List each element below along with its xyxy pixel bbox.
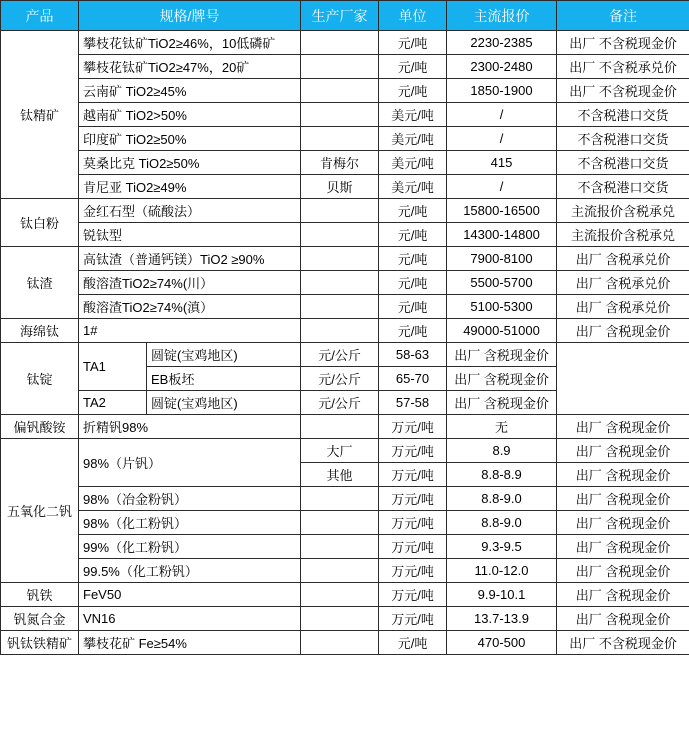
cell-product: 五氧化二钒 [1,439,79,583]
cell-unit: 元/吨 [379,55,447,79]
table-row [1,127,689,151]
cell-product: 钒铁 [1,583,79,607]
cell-price: 无 [447,415,557,439]
cell-product: 钛渣 [1,247,79,319]
cell-unit: 元/吨 [379,199,447,223]
table-row [1,583,689,607]
cell-price: 13.7-13.9 [447,607,557,631]
cell-unit: 元/吨 [379,295,447,319]
table-row [1,223,689,247]
cell-unit: 美元/吨 [379,151,447,175]
cell-manufacturer: 大厂 [301,439,379,463]
cell-unit: 元/吨 [379,31,447,55]
cell-remark: 不含税港口交货 [557,103,689,127]
cell-price: 9.9-10.1 [447,583,557,607]
cell-price: / [447,127,557,151]
cell-manufacturer [301,295,379,319]
cell-product: 钒钛铁精矿 [1,631,79,655]
cell-spec: 莫桑比克 TiO2≥50% [79,151,301,175]
cell-price: 415 [447,151,557,175]
cell-spec: 1# [79,319,301,343]
table-row [1,175,689,199]
cell-unit: 万元/吨 [379,463,447,487]
cell-remark: 出厂 不含税现金价 [557,79,689,103]
cell-product: 偏钒酸铵 [1,415,79,439]
cell-remark: 出厂 含税现金价 [557,439,689,463]
cell-remark: 出厂 含税现金价 [447,343,557,367]
table-row [1,247,689,271]
cell-remark: 出厂 含税承兑价 [557,271,689,295]
cell-unit: 元/吨 [379,271,447,295]
cell-remark: 出厂 含税现金价 [447,367,557,391]
column-header-price: 主流报价 [447,1,557,31]
cell-manufacturer [301,583,379,607]
cell-manufacturer [301,511,379,535]
table-row [1,295,689,319]
cell-unit: 元/公斤 [301,367,379,391]
cell-spec: 锐钛型 [79,223,301,247]
cell-remark: 出厂 含税现金价 [447,391,557,415]
cell-remark: 出厂 含税现金价 [557,415,689,439]
cell-unit: 万元/吨 [379,415,447,439]
cell-product: 钒氮合金 [1,607,79,631]
cell-unit: 万元/吨 [379,487,447,511]
cell-remark: 出厂 含税现金价 [557,487,689,511]
table-row [1,79,689,103]
cell-price: / [447,103,557,127]
cell-price: / [447,175,557,199]
cell-manufacturer [301,79,379,103]
cell-price: 8.9 [447,439,557,463]
column-header-remark: 备注 [557,1,689,31]
cell-manufacturer [301,607,379,631]
cell-unit: 元/吨 [379,319,447,343]
cell-remark: 不含税港口交货 [557,175,689,199]
cell-spec: 攀枝花钛矿TiO2≥46%，10低磷矿 [79,31,301,55]
cell-price: 8.8-8.9 [447,463,557,487]
cell-remark: 主流报价含税承兑 [557,199,689,223]
column-header-spec: 规格/牌号 [79,1,301,31]
cell-price: 11.0-12.0 [447,559,557,583]
table-row [1,103,689,127]
cell-manufacturer [301,55,379,79]
cell-manufacturer: 贝斯 [301,175,379,199]
cell-price: 14300-14800 [447,223,557,247]
cell-unit: 元/公斤 [301,343,379,367]
cell-spec: FeV50 [79,583,301,607]
cell-price: 57-58 [379,391,447,415]
cell-remark: 不含税港口交货 [557,151,689,175]
cell-remark: 出厂 含税承兑价 [557,295,689,319]
cell-price: 65-70 [379,367,447,391]
cell-manufacturer [301,103,379,127]
cell-unit: 元/公斤 [301,391,379,415]
cell-manufacturer [301,487,379,511]
cell-manufacturer [301,127,379,151]
cell-manufacturer [301,535,379,559]
cell-product: 海绵钛 [1,319,79,343]
cell-manufacturer [301,631,379,655]
cell-price: 8.8-9.0 [447,487,557,511]
cell-unit: 万元/吨 [379,607,447,631]
table-row [1,343,689,367]
cell-unit: 元/吨 [379,247,447,271]
cell-price: 8.8-9.0 [447,511,557,535]
cell-spec: 攀枝花钛矿TiO2≥47%，20矿 [79,55,301,79]
cell-spec-grade: TA1 [79,343,147,391]
table-row [1,487,689,511]
cell-unit: 美元/吨 [379,175,447,199]
table-row [1,319,689,343]
cell-spec: 越南矿 TiO2>50% [79,103,301,127]
cell-spec: 98%（化工粉钒） [79,511,301,535]
column-header-manufacturer: 生产厂家 [301,1,379,31]
cell-manufacturer [301,247,379,271]
cell-unit: 万元/吨 [379,583,447,607]
cell-manufacturer [301,559,379,583]
cell-spec: 印度矿 TiO2≥50% [79,127,301,151]
cell-product: 钛白粉 [1,199,79,247]
cell-manufacturer: 肯梅尔 [301,151,379,175]
table-header-row [1,1,689,31]
cell-remark: 出厂 含税承兑价 [557,247,689,271]
table-row [1,199,689,223]
cell-manufacturer [301,319,379,343]
column-header-unit: 单位 [379,1,447,31]
cell-price: 2230-2385 [447,31,557,55]
cell-remark: 出厂 含税现金价 [557,511,689,535]
cell-unit: 元/吨 [379,223,447,247]
cell-unit: 美元/吨 [379,103,447,127]
cell-manufacturer [301,31,379,55]
table-row [1,535,689,559]
column-header-product: 产品 [1,1,79,31]
cell-price: 58-63 [379,343,447,367]
cell-spec-form: 圆锭(宝鸡地区) [147,343,301,367]
cell-spec: 云南矿 TiO2≥45% [79,79,301,103]
cell-spec: 肯尼亚 TiO2≥49% [79,175,301,199]
cell-remark: 不含税港口交货 [557,127,689,151]
cell-price: 1850-1900 [447,79,557,103]
cell-remark: 出厂 含税现金价 [557,535,689,559]
cell-spec-form: EB板坯 [147,367,301,391]
cell-remark: 出厂 不含税承兑价 [557,55,689,79]
table-row [1,31,689,55]
table-row [1,511,689,535]
cell-remark: 出厂 含税现金价 [557,463,689,487]
cell-unit: 元/吨 [379,631,447,655]
cell-spec: 99%（化工粉钒） [79,535,301,559]
cell-spec: 金红石型（硫酸法） [79,199,301,223]
cell-price: 470-500 [447,631,557,655]
cell-spec: 酸溶渣TiO2≥74%(滇） [79,295,301,319]
table-row [1,415,689,439]
table-header [1,1,689,31]
cell-price: 9.3-9.5 [447,535,557,559]
cell-price: 15800-16500 [447,199,557,223]
cell-manufacturer [301,223,379,247]
cell-remark: 出厂 含税现金价 [557,583,689,607]
cell-spec: 98%（冶金粉钒） [79,487,301,511]
table-row [1,55,689,79]
table-row [1,271,689,295]
cell-unit: 万元/吨 [379,439,447,463]
cell-remark: 出厂 含税现金价 [557,559,689,583]
cell-manufacturer: 其他 [301,463,379,487]
cell-spec-form: 圆锭(宝鸡地区) [147,391,301,415]
cell-spec: 酸溶渣TiO2≥74%(川） [79,271,301,295]
cell-remark: 出厂 不含税现金价 [557,631,689,655]
cell-spec: 99.5%（化工粉钒） [79,559,301,583]
cell-spec: 折精钒98% [79,415,301,439]
cell-price: 2300-2480 [447,55,557,79]
cell-spec-grade: TA2 [79,391,147,415]
cell-remark: 主流报价含税承兑 [557,223,689,247]
cell-product: 钛锭 [1,343,79,415]
cell-remark: 出厂 不含税现金价 [557,31,689,55]
cell-price: 7900-8100 [447,247,557,271]
cell-manufacturer [301,199,379,223]
table-row [1,439,689,463]
cell-price: 49000-51000 [447,319,557,343]
cell-product: 钛精矿 [1,31,79,199]
cell-unit: 万元/吨 [379,559,447,583]
cell-manufacturer [301,415,379,439]
cell-unit: 元/吨 [379,79,447,103]
cell-remark: 出厂 含税现金价 [557,607,689,631]
cell-remark: 出厂 含税现金价 [557,319,689,343]
cell-spec: 高钛渣（普通钙镁）TiO2 ≥90% [79,247,301,271]
cell-price: 5100-5300 [447,295,557,319]
cell-spec: 98%（片钒） [79,439,301,487]
table-row [1,607,689,631]
table-row [1,559,689,583]
cell-unit: 美元/吨 [379,127,447,151]
table-row [1,391,689,415]
cell-unit: 万元/吨 [379,535,447,559]
cell-spec: VN16 [79,607,301,631]
cell-manufacturer [301,271,379,295]
table-body [1,31,689,655]
table-row [1,151,689,175]
cell-spec: 攀枝花矿 Fe≥54% [79,631,301,655]
cell-price: 5500-5700 [447,271,557,295]
cell-unit: 万元/吨 [379,511,447,535]
table-row [1,631,689,655]
